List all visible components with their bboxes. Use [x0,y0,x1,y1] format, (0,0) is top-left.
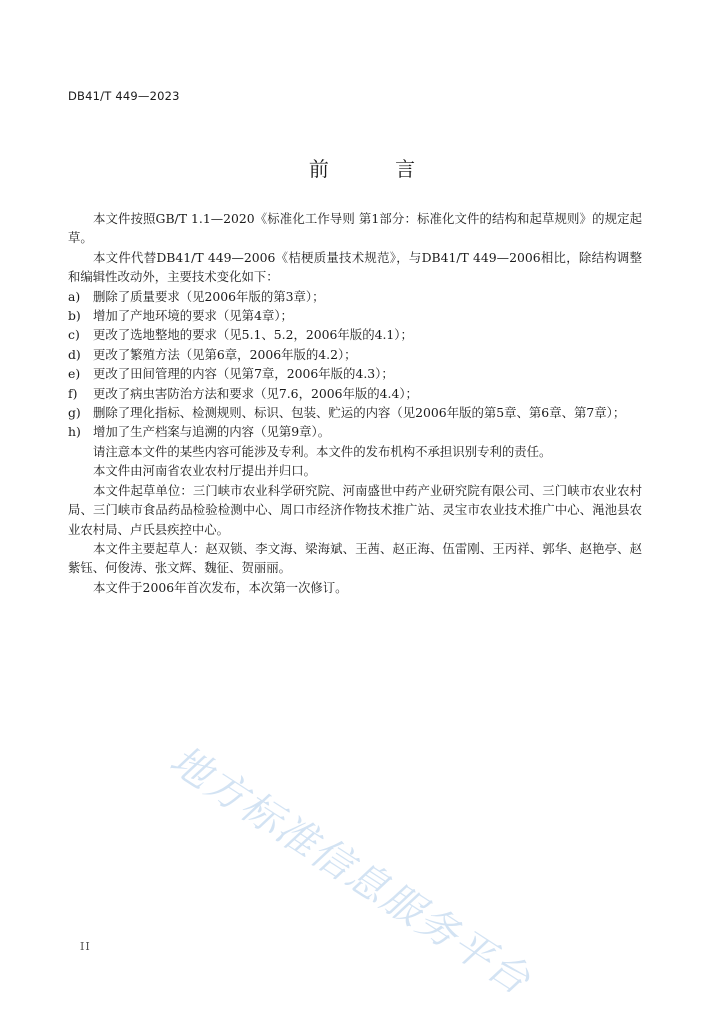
list-marker: e) [68,366,81,382]
watermark: 地方标准信息服务平台 [161,737,539,1005]
list-item-text: 更改了田间管理的内容（见第7章，2006年版的4.3）； [93,366,394,382]
changes-list [68,287,642,442]
list-item [68,325,642,344]
list-item-text: 更改了选地整地的要求（见5.1、5.2，2006年版的4.1）； [93,327,413,343]
paragraph-patent-notice: 请注意本文件的某些内容可能涉及专利。本文件的发布机构不承担识别专利的责任。 [93,443,552,459]
list-item-text: 增加了产地环境的要求（见第4章）； [93,308,293,324]
paragraph-drafters: 本文件主要起草人：赵双锁、李文海、梁海斌、王茜、赵正海、伍雷刚、王丙祥、郭华、赵艳亭、赵紫钰、何俊涛、张文辉、魏征、贺丽丽。 [68,540,642,576]
list-marker: c) [68,327,80,343]
list-item [68,364,642,383]
list-item-text: 删除了理化指标、检测规则、标识、包装、贮运的内容（见2006年版的第5章、第6章、第7章）； [93,405,626,421]
list-marker: h) [68,424,81,440]
paragraph-drafting-rules: 本文件按照GB/T 1.1—2020《标准化工作导则 第1部分：标准化文件的结构和起草规则》的规定起草。 [68,211,642,246]
list-item [68,403,642,422]
paragraph-drafting-units: 本文件起草单位：三门峡市农业科学研究院、河南盛世中药产业研究院有限公司、三门峡市农业农村局、三门峡市食品药品检验检测中心、周口市经济作物技术推广站、灵宝市农业技术推广中心、渑池县农业农村局、卢氏县疾控中心。 [68,482,642,537]
document-id: DB41/T 449—2023 [68,89,180,103]
document-body [68,209,642,597]
list-marker: b) [68,308,81,324]
list-marker: f) [68,385,78,401]
list-marker: g) [68,405,81,421]
list-marker: a) [68,288,81,304]
paragraph-proposer: 本文件由河南省农业农村厅提出并归口。 [93,463,317,479]
list-item-text: 更改了繁殖方法（见第6章，2006年版的4.2）； [93,346,357,362]
list-item [68,422,642,441]
list-item-text: 增加了生产档案与追溯的内容（见第9章）。 [93,424,331,440]
list-item-text: 更改了病虫害防治方法和要求（见7.6，2006年版的4.4）； [93,385,418,401]
list-item [68,345,642,364]
list-item [68,384,642,403]
paragraph-publication-history: 本文件于2006年首次发布，本次第一次修订。 [93,579,348,595]
paragraph-replacement: 本文件代替DB41/T 449—2006《桔梗质量技术规范》，与DB41/T 449—2006相比，除结构调整和编辑性改动外，主要技术变化如下： [68,249,642,285]
page-title: 前 言 [308,157,446,181]
list-item [68,306,642,325]
list-item [68,287,642,306]
page-number: II [80,940,91,953]
list-item-text: 删除了质量要求（见2006年版的第3章）； [93,288,325,304]
list-marker: d) [68,346,81,362]
